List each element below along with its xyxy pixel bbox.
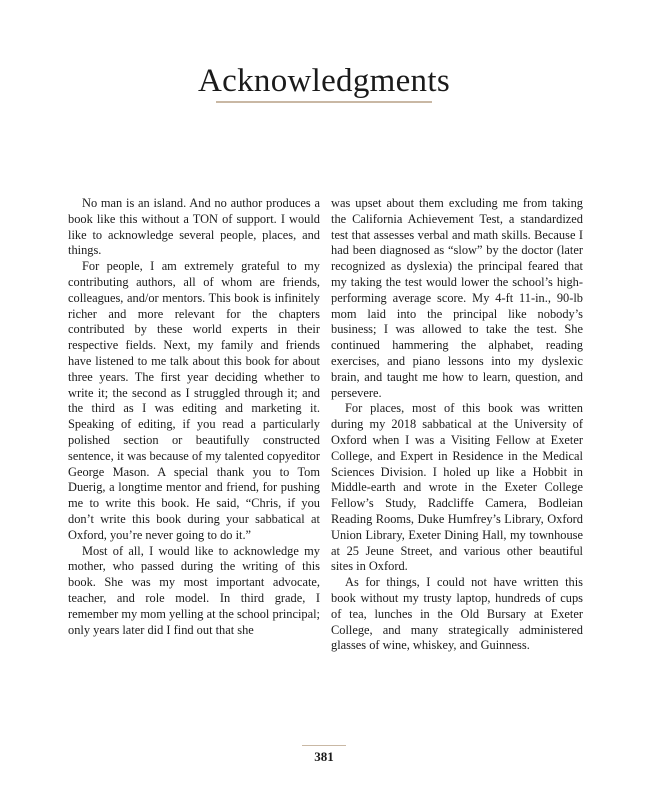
right-column: [331, 196, 583, 654]
title-rule: [216, 101, 432, 103]
page-number: 381: [314, 749, 334, 764]
paragraph-intro: No man is an island. And no author produces a book like this without a TON of support. I would like to acknowledge several people, places, and things.: [68, 196, 320, 258]
paragraph-mother-continued: was upset about them excluding me from taking the California Achievement Test, a standardized test that assesses verbal and math skills. Because I had been diagnosed as “slow” by the doctor (later recognized as dyslexia) the principal feared that my taking the test would lower the school’s high-performing average score. My 4-ft 11-in., 90-lb mom laid into the principal like nobody’s business; I was allowed to take the test. She continued hammering the alphabet, reading exercises, and piano lessons into my dyslexic brain, and taught me how to learn, question, and persevere.: [331, 196, 583, 400]
paragraph-mother: Most of all, I would like to acknowledge my mother, who passed during the writing of this book. She was my most important advocate, teacher, and role model. In third grade, I remember my mom yelling at the school principal; only years later did I find out that she: [68, 543, 320, 637]
left-column: [68, 196, 320, 638]
paragraph-people: For people, I am extremely grateful to my contributing authors, all of whom are friends, colleagues, and/or mentors. This book is infinitely richer and more relevant for the chapters contributed by these world experts in their respective fields. Next, my family and friends have listened to me talk about this book for about three years. The first year deciding whether to write it; the second as I struggled through it; and the third as I was editing and marketing it. Speaking of editing, if you read a particularly polished section or beautifully constructed sentence, it was because of my talented copyeditor George Mason. A special thank you to Tom Duerig, a longtime mentor and friend, for pushing me to write this book. He said, “Chris, if you don’t write this book during your sabbatical at Oxford, you’re never going to do it.”: [68, 259, 320, 542]
paragraph-things: As for things, I could not have written this book without my trusty laptop, hundreds of cups of tea, lunches in the Old Bursary at Exeter College, and many strategically administered glasses of wine, whiskey, and Guinness.: [331, 575, 583, 653]
footer-rule: [302, 745, 346, 746]
paragraph-places: For places, most of this book was written during my 2018 sabbatical at the University of Oxford when I was a Visiting Fellow at Exeter College, and Expert in Residence in the Medical Sciences Division. I holed up like a Hobbit in Middle-earth and wrote in the Exeter College Fellow’s Study, Radcliffe Camera, Bodleian Reading Rooms, Duke Humfrey’s Library, Oxford Union Library, Exeter Dining Hall, my townhouse at 25 Jeune Street, and various other beautiful sites in Oxford.: [331, 401, 583, 574]
page-title: Acknowledgments: [198, 63, 450, 99]
